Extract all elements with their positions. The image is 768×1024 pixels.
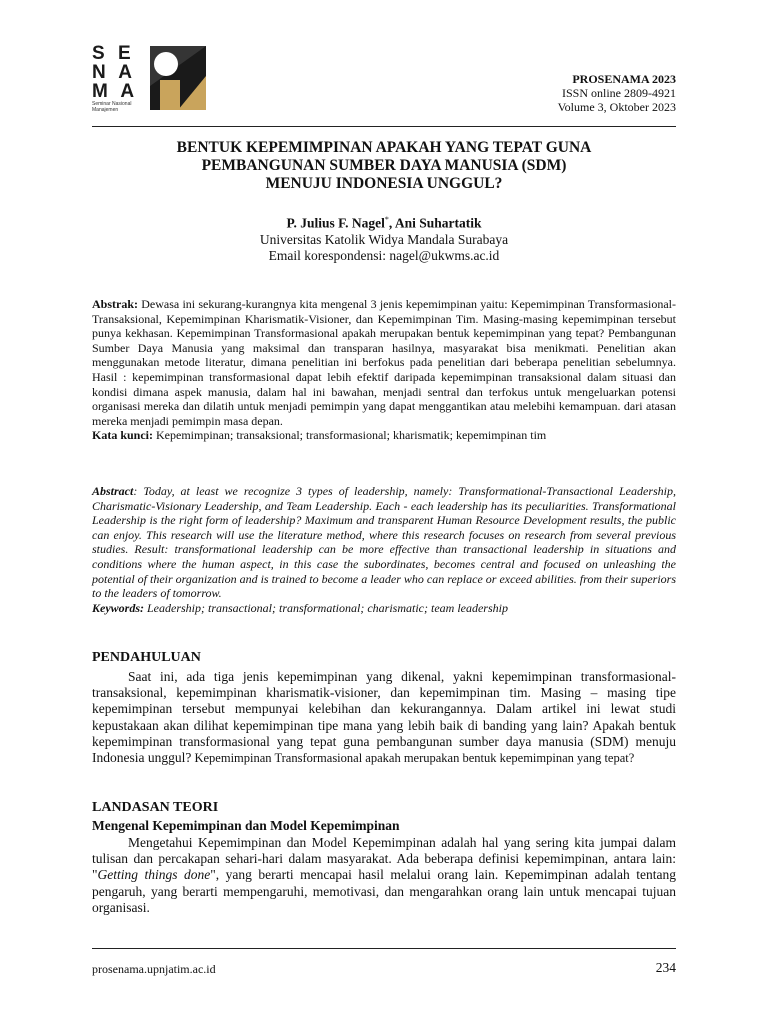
section-heading-landasan-teori: LANDASAN TEORI	[92, 800, 219, 815]
landasan-paragraph	[92, 835, 676, 916]
section-heading-pendahuluan: PENDAHULUAN	[92, 650, 201, 665]
abstract-english	[92, 484, 676, 615]
logo-mark-icon	[150, 46, 206, 110]
subsection-heading: Mengenal Kepemimpinan dan Model Kepemimpinan	[92, 818, 400, 833]
logo-tagline: Seminar Nasional Manajemen	[92, 101, 132, 113]
title-line-3: MENUJU INDONESIA UNGGUL?	[265, 175, 503, 192]
abstract-id-label: Abstrak:	[92, 297, 139, 311]
affiliation: Universitas Katolik Widya Mandala Surabaya	[259, 231, 509, 247]
author-names	[92, 212, 676, 232]
abstract-en-paragraph	[92, 484, 676, 601]
senama-logo	[92, 44, 210, 116]
title-line-2: PEMBANGUNAN SUMBER DAYA MANUSIA (SDM)	[201, 157, 567, 174]
corresponding-marker: *	[384, 215, 389, 224]
keywords-id-text: Kepemimpinan; transaksional; transformasional; kharismatik; kepemimpinan tim	[153, 428, 547, 443]
landasan-quote: Getting things done	[97, 867, 211, 883]
title-line-1: BENTUK KEPEMIMPINAN APAKAH YANG TEPAT GUNA	[176, 139, 592, 156]
pendahuluan-tail: Kepemimpinan Transformasional apakah merupakan bentuk kepemimpinan yang tepat?	[191, 751, 635, 766]
keywords-en-text: Leadership; transactional; transformational; charismatic; team leadership	[144, 600, 508, 615]
first-author: P. Julius F. Nagel	[286, 215, 385, 231]
pendahuluan-text: Saat ini, ada tiga jenis kepemimpinan yang dikenal, yakni kepemimpinan transformasional-transaksional, kepemimpinan kharismatik-visioner, dan kepemimpinan tim. Masing – masing tipe kepemimpinan tersebut mempunyai kelebihan dan kekurangannya. Dalam artikel ini lewat studi kepustakaan akan dilihat kepemimpinan tipe mana yang lebih baik di banding yang lain? Apakah bentuk kepemimpinan transformasional yang tepat guna pembangunan sumber daya manusia (SDM) menuju Indonesia unggul?	[92, 669, 676, 766]
landasan-text-before: Mengetahui Kepemimpinan dan Model Kepemimpinan adalah hal yang sering kita jumpai dalam tulisan dan percakapan sehari-hari dalam masyarakat. Ada beberapa definisi kepemimpinan, antara lain: "	[92, 835, 676, 883]
page-number: 234	[655, 960, 676, 975]
abstract-id-paragraph	[92, 297, 676, 428]
abstract-en-label: Abstract	[92, 484, 134, 498]
footer-divider	[92, 948, 676, 949]
journal-header	[558, 72, 676, 114]
logo-letters-row-3: M A	[92, 81, 139, 102]
abstract-en-text: : Today, at least we recognize 3 types of leadership, namely: Transformational-Transactional Leadership, Charismatic-Visionary Leadership, and Team Leadership. Each - each leadership has its peculiarities. Transformational Leadership is the right form of leadership? Maximum and transparent Human Resource Development results, the public can enjoy. This research will use the literature method, where this research focuses on research from several previous studies. Result: transformational leadership can be more effective than transactional leadership in situations and conditions where the human aspect, in this case the subordinates, becomes central and focused on unleashing the potential of their organization and is trained to become a leader who can replace or exceed abilities. from their superiors to the leaders of tomorrow.	[92, 484, 676, 601]
keywords-id-label: Kata kunci:	[92, 428, 154, 443]
author-block	[92, 212, 676, 264]
second-author: , Ani Suhartatik	[388, 215, 482, 231]
keywords-en-label: Keywords:	[92, 600, 144, 615]
landasan-text-after: ", yang berarti mencapai hasil melalui orang lain. Kepemimpinan adalah tentang pengaruh, yang berarti mempengaruhi, memotivasi, dan mengarahkan orang lain untuk mencapai tujuan organisasi.	[92, 867, 676, 915]
abstract-indonesian	[92, 297, 676, 443]
keywords-en	[92, 601, 676, 616]
logo-letters-row-1: S E	[92, 43, 135, 64]
landasan-body	[92, 835, 676, 916]
pendahuluan-body	[92, 669, 676, 766]
footer-url: prosenama.upnjatim.ac.id	[92, 962, 216, 976]
paper-title	[92, 139, 676, 193]
pendahuluan-paragraph	[92, 669, 676, 766]
keywords-id	[92, 428, 676, 443]
logo-letters-row-2: N A	[92, 62, 137, 83]
conference-name: PROSENAMA 2023	[572, 72, 676, 86]
issn: ISSN online 2809-4921	[562, 86, 676, 100]
volume: Volume 3, Oktober 2023	[557, 100, 676, 114]
abstract-id-text: Dewasa ini sekurang-kurangnya kita mengenal 3 jenis kepemimpinan yaitu: Kepemimpinan Transformasional-Transaksional, Kepemimpinan Kharismatik-Visioner, dan Kepemimpinan Tim. Masing-masing kepemimpinan tersebut punya kekhasan. Kepemimpinan Transformasional apakah merupakan bentuk kepemimpinan yang tepat? Pembangunan Sumber Daya Manusia yang maksimal dan transparan hasilnya, masyarakat bisa menikmati. Penelitian akan menggunakan metode literatur, dimana penelitian ini berfokus pada penelitian dari beberapa penelitian sebelumnya. Hasil : kepemimpinan transformasional dapat lebih efektif daripada kepemimpinan transaksional dalam situasi dan kondisi dimana aspek manusia, dalam hal ini bawahan, menjadi sentral dan terfokus untuk mengeluarkan potensi organisasi mereka dan dilatih untuk menjadi pemimpin yang dapat menggantikan atau melebihi kemampuan. dari atasan mereka menjadi pemimpin masa depan.	[92, 297, 676, 428]
header-divider	[92, 126, 676, 127]
correspondence-email: Email korespondensi: nagel@ukwms.ac.id	[268, 247, 500, 263]
